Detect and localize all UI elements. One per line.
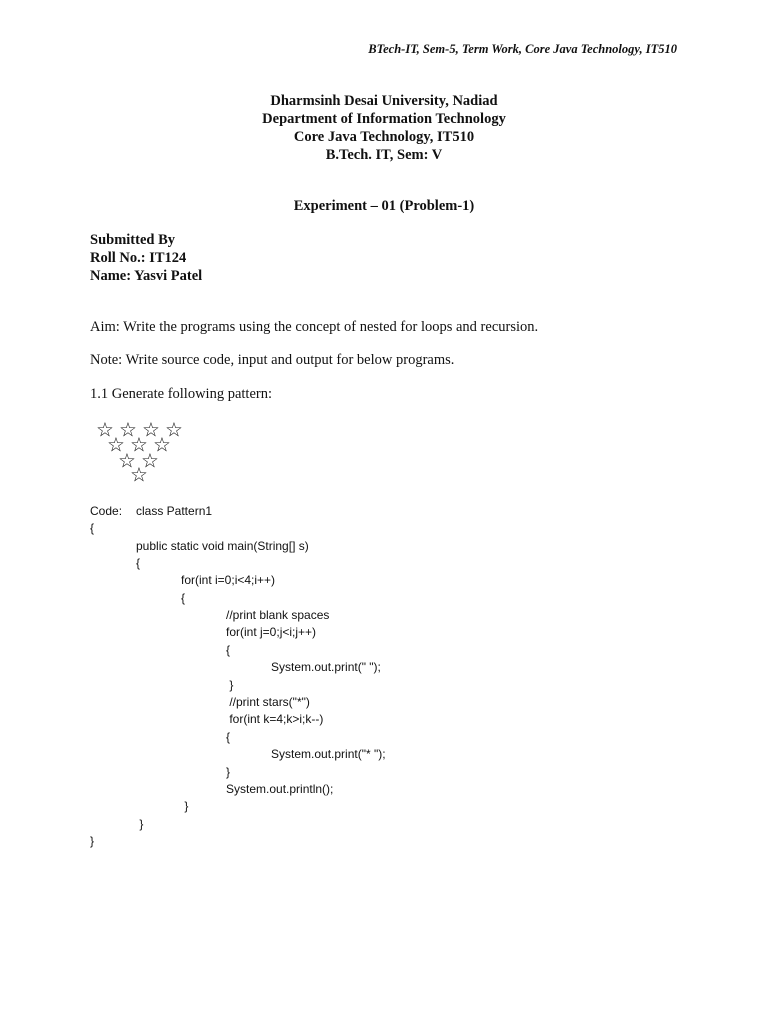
course-name: Core Java Technology, IT510 [293, 129, 475, 145]
code-line: { [226, 643, 231, 657]
code-line: } [136, 817, 144, 831]
star-outline-icon: ☆ [119, 418, 137, 442]
star-outline-icon: ☆ [118, 448, 136, 473]
star-outline-icon: ☆ [96, 418, 114, 442]
star-outline-icon: ☆ [130, 462, 148, 487]
department-name: Department of Information Technology [262, 111, 506, 127]
code-line: for(int k=4;k>i;k--) [226, 712, 324, 726]
code-line: for(int j=0;j<i;j++) [226, 625, 317, 639]
experiment-title: Experiment – 01 (Problem-1) [293, 198, 475, 214]
roll-number: Roll No.: IT124 [90, 250, 187, 266]
star-outline-icon: ☆ [107, 432, 125, 457]
university-name: Dharmsinh Desai University, Nadiad [270, 93, 498, 109]
star-outline-icon: ☆ [142, 418, 160, 442]
problem-statement: 1.1 Generate following pattern: [90, 386, 272, 402]
code-line: } [226, 678, 234, 692]
submission-block [90, 231, 202, 285]
star-outline-icon: ☆ [153, 432, 171, 457]
code-label: Code: [90, 504, 123, 518]
code-line: } [90, 834, 95, 848]
semester-line: B.Tech. IT, Sem: V [325, 147, 443, 163]
code-line: { [90, 521, 95, 535]
code-line: System.out.print(" "); [271, 660, 381, 674]
submitted-by-label: Submitted By [90, 232, 176, 248]
code-line: { [181, 591, 186, 605]
code-line: { [226, 730, 231, 744]
star-outline-icon: ☆ [130, 432, 148, 457]
note-text: Note: Write source code, input and output for below programs. [90, 352, 455, 368]
code-line: } [181, 799, 189, 813]
code-line: { [136, 556, 141, 570]
code-line: } [226, 765, 231, 779]
star-outline-icon: ☆ [165, 418, 183, 442]
code-line: //print stars("*") [226, 695, 310, 709]
code-line: class Pattern1 [136, 504, 213, 518]
code-line: System.out.print("* "); [271, 747, 386, 761]
code-line: System.out.println(); [226, 782, 334, 796]
star-outline-icon: ☆ [141, 448, 159, 473]
aim-text: Aim: Write the programs using the concept of nested for loops and recursion. [90, 319, 539, 335]
code-line: for(int i=0;i<4;i++) [181, 573, 276, 587]
code-line: //print blank spaces [226, 608, 330, 622]
star-pattern [90, 418, 200, 488]
running-header: BTech-IT, Sem-5, Term Work, Core Java Technology, IT510 [368, 42, 677, 56]
student-name: Name: Yasvi Patel [90, 268, 203, 284]
code-line: public static void main(String[] s) [136, 539, 309, 553]
title-block [0, 92, 768, 164]
